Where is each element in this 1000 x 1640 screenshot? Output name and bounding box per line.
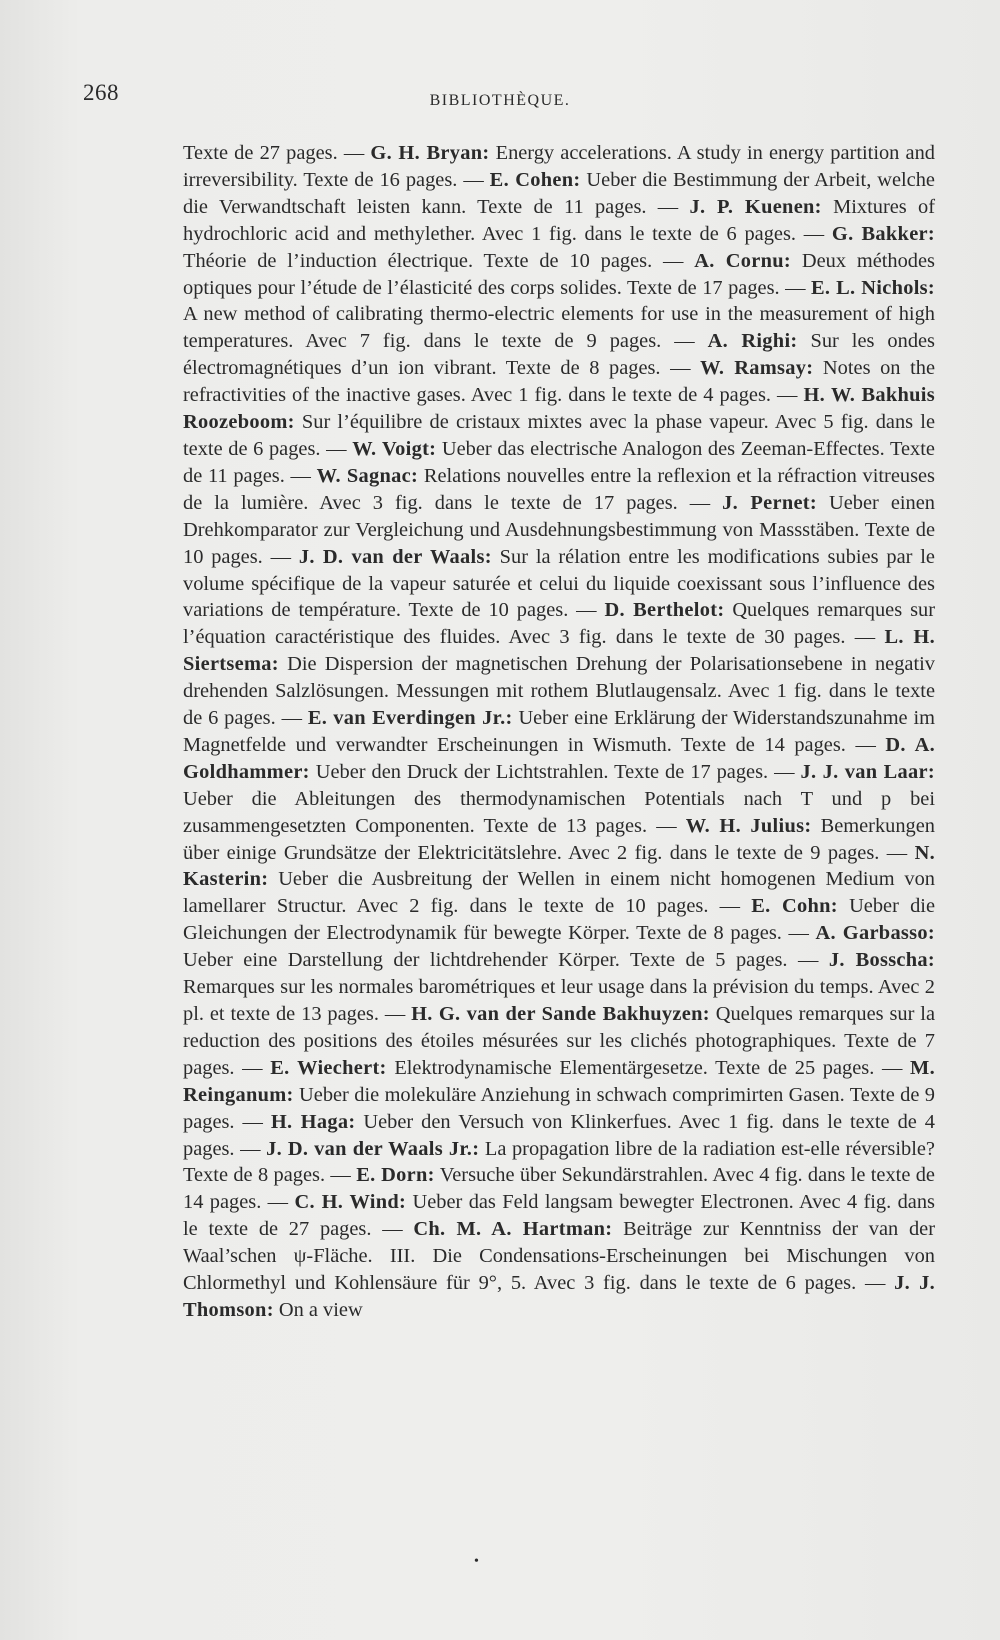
- entry-text: Beiträge zur Kenntniss der van der Waal’schen ψ-Fläche. III. Die Condensations-Erscheinungen bei Mischungen von Chlormethyl und Kohlensäure für 9°, 5. Avec 3 fig. dans le texte de 6 pages. —: [183, 1218, 936, 1295]
- page-number: 268: [83, 80, 119, 105]
- author-name: D. Berthelot:: [604, 599, 725, 622]
- author-name: W. Voigt:: [352, 437, 437, 460]
- entry-text: Quelques remarques sur l’équation caractéristique des fluides. Avec 3 fig. dans le texte de 30 pages. —: [183, 599, 935, 649]
- author-name: J. D. van der Waals Jr.:: [266, 1137, 480, 1160]
- entry-text: Ueber die Ableitungen des thermodynamischen Potentials nach T und p bei zusammengesetzten Componenten. Texte de 13 pages. —: [183, 787, 935, 837]
- entry-text: Ueber das Feld langsam bewegter Electronen. Avec 4 fig. dans le texte de 27 pages. —: [183, 1191, 935, 1241]
- author-name: C. H. Wind:: [294, 1191, 407, 1214]
- entry-text: Elektrodynamische Elementärgesetze. Texte de 25 pages. —: [386, 1056, 911, 1079]
- entry-text: Ueber einen Drehkomparator zur Vergleichung und Ausdehnungsbestimmung von Massstäben. Texte de 10 pages. —: [183, 491, 936, 568]
- entry-text: Sur les ondes électromagnétiques d’un ion vibrant. Texte de 8 pages. —: [183, 330, 935, 380]
- author-name: M. Reinganum:: [183, 1056, 935, 1106]
- author-name: E. Dorn:: [356, 1164, 435, 1187]
- entry-text: Relations nouvelles entre la reflexion et la réfraction vitreuses de la lumière. Avec 3 fig. dans le texte de 17 pages. —: [183, 464, 935, 514]
- entry-text: Die Dispersion der magnetischen Drehung der Polarisationsebene in negativ drehenden Salzlösungen. Messungen mit rothem Blutlaugensalz. Avec 1 fig. dans le texte de 6 pages. —: [183, 653, 935, 730]
- author-name: N. Kasterin:: [183, 841, 935, 891]
- author-name: W. H. Julius:: [685, 814, 812, 837]
- author-name: A. Cornu:: [694, 249, 792, 272]
- author-name: J. Bosscha:: [828, 949, 936, 972]
- author-name: L. H. Siertsema:: [183, 626, 935, 676]
- author-name: J. J. Thomson:: [183, 1272, 935, 1321]
- author-name: E. Wiechert:: [270, 1056, 387, 1079]
- entry-text: Notes on the refractivities of the inactive gases. Avec 1 fig. dans le texte de 4 pages. —: [183, 357, 935, 407]
- author-name: H. G. van der Sande Bakhuyzen:: [411, 1003, 710, 1025]
- author-name: J. J. van Laar:: [800, 760, 935, 783]
- author-name: A. Garbasso:: [815, 922, 935, 945]
- entry-text: Ueber den Druck der Lichtstrahlen. Texte de 17 pages. —: [309, 760, 801, 783]
- entry-text: Energy accelerations. A study in energy partition and irreversibility. Texte de 16 pages. —: [183, 142, 935, 191]
- bibliography-paragraph: [183, 140, 935, 1324]
- author-name: J. Pernet:: [722, 491, 817, 514]
- author-name: E. Cohen:: [489, 168, 581, 191]
- author-name: E. L. Nichols:: [811, 276, 935, 299]
- author-name: Ch. M. A. Hartman:: [413, 1218, 613, 1241]
- entry-text: Ueber den Versuch von Klinkerfues. Avec 1 fig. dans le texte de 4 pages. —: [183, 1110, 935, 1160]
- page-bullet: •: [474, 1554, 479, 1569]
- entry-text: Deux méthodes optiques pour l’étude de l’élasticité des corps solides. Texte de 17 pages. —: [183, 249, 935, 299]
- entry-text: Ueber die Bestimmung der Arbeit, welche die Verwandtschaft leisten kann. Texte de 11 pages. —: [183, 168, 935, 218]
- author-name: J. P. Kuenen:: [689, 195, 822, 218]
- author-name: D. A. Goldhammer:: [183, 733, 935, 783]
- author-name: H. Haga:: [270, 1110, 356, 1133]
- entry-text: Ueber das electrische Analogon des Zeeman-Effectes. Texte de 11 pages. —: [183, 437, 935, 487]
- author-name: W. Sagnac:: [316, 464, 419, 487]
- entry-text: Texte de 27 pages. —: [183, 142, 371, 164]
- author-name: J. D. van der Waals:: [298, 545, 492, 568]
- entry-text: Bemerkungen über einige Grundsätze der Elektricitätslehre. Avec 2 fig. dans le texte de 9 pages. —: [183, 814, 935, 864]
- entry-text: Ueber eine Erklärung der Widerstandszunahme im Magnetfelde und verwandter Erscheinungen in Wismuth. Texte de 14 pages. —: [183, 707, 935, 756]
- entry-text: Sur l’équilibre de cristaux mixtes avec la phase vapeur. Avec 5 fig. dans le texte de 6 pages. —: [183, 411, 935, 460]
- running-head: BIBLIOTHÈQUE.: [429, 92, 571, 109]
- author-name: W. Ramsay:: [700, 357, 814, 380]
- author-name: H. W. Bakhuis Roozeboom:: [183, 384, 936, 434]
- author-name: E. van Everdingen Jr.:: [307, 707, 513, 730]
- entry-text: Ueber die Ausbreitung der Wellen in einem nicht homogenen Medium von lamellarer Structur. Avec 2 fig. dans le texte de 10 pages. —: [183, 868, 935, 918]
- entry-text: Ueber die molekuläre Anziehung in schwach comprimirten Gasen. Texte de 9 pages. —: [183, 1083, 935, 1133]
- entry-text: Ueber eine Darstellung der lichtdrehender Körper. Texte de 5 pages. —: [183, 949, 829, 972]
- entry-text: Versuche über Sekundärstrahlen. Avec 4 fig. dans le texte de 14 pages. —: [183, 1164, 935, 1214]
- entry-text: Sur la rélation entre les modifications subies par le volume spécifique de la vapeur saturée et celui du liquide coexissant sous l’influence des variations de température. Texte de 10 pages. —: [183, 545, 935, 622]
- entry-text: Quelques remarques sur la reduction des positions des étoiles mésurées sur les clichés photographiques. Texte de 7 pages. —: [183, 1003, 935, 1079]
- entry-text: La propagation libre de la radiation est-elle réversible? Texte de 8 pages. —: [183, 1137, 935, 1187]
- author-name: E. Cohn:: [751, 895, 838, 918]
- entry-text: Théorie de l’induction électrique. Texte de 10 pages. —: [183, 249, 695, 272]
- author-name: A. Righi:: [707, 330, 798, 353]
- entry-text: Remarques sur les normales barométriques et leur usage dans la prévision du temps. Avec 2 pl. et texte de 13 pages. —: [183, 976, 935, 1025]
- author-name: G. Bakker:: [831, 222, 935, 245]
- entry-text: Mixtures of hydrochloric acid and methylether. Avec 1 fig. dans le texte de 6 pages. —: [183, 195, 936, 245]
- author-name: G. H. Bryan:: [370, 142, 490, 164]
- entry-text: A new method of calibrating thermo-electric elements for use in the measurement of high temperatures. Avec 7 fig. dans le texte de 9 pages. —: [183, 303, 935, 353]
- entry-text: On a view: [273, 1298, 363, 1321]
- entry-text: Ueber die Gleichungen der Electrodynamik für bewegte Körper. Texte de 8 pages. —: [183, 895, 935, 945]
